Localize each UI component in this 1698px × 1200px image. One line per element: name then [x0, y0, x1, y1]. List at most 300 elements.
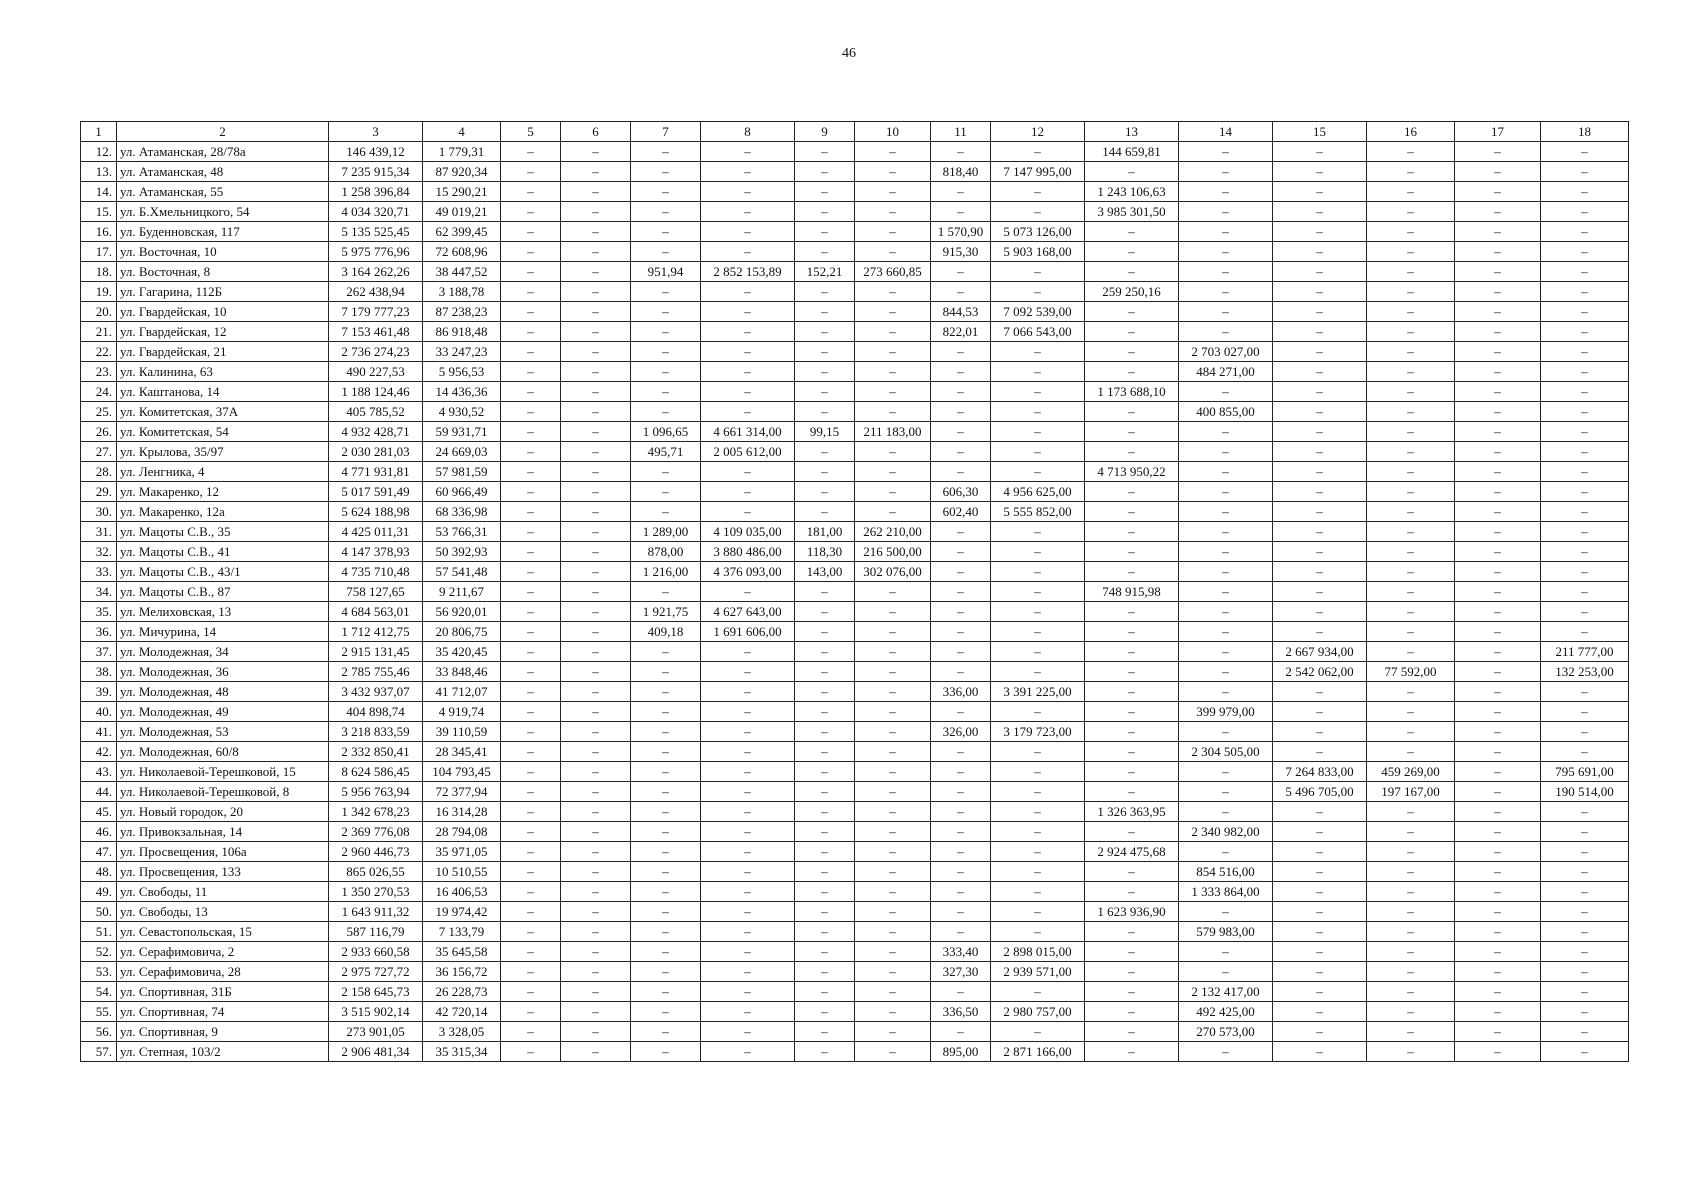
value-cell: 1 258 396,84 — [329, 182, 423, 202]
value-cell: – — [1273, 582, 1367, 602]
value-cell: – — [501, 602, 561, 622]
value-cell: 758 127,65 — [329, 582, 423, 602]
value-cell: – — [1179, 582, 1273, 602]
value-cell: – — [1085, 642, 1179, 662]
value-cell: – — [855, 142, 931, 162]
value-cell: – — [501, 582, 561, 602]
table-row — [81, 362, 1629, 382]
value-cell: 5 975 776,96 — [329, 242, 423, 262]
value-cell: 1 342 678,23 — [329, 802, 423, 822]
value-cell: – — [1085, 822, 1179, 842]
value-cell: – — [795, 622, 855, 642]
value-cell: 400 855,00 — [1179, 402, 1273, 422]
value-cell: – — [795, 442, 855, 462]
value-cell: – — [991, 342, 1085, 362]
value-cell: 748 915,98 — [1085, 582, 1179, 602]
value-cell: 1 712 412,75 — [329, 622, 423, 642]
value-cell: – — [1455, 522, 1541, 542]
value-cell: 270 573,00 — [1179, 1022, 1273, 1042]
value-cell: 10 510,55 — [423, 862, 501, 882]
value-cell: 3 179 723,00 — [991, 722, 1085, 742]
value-cell: – — [631, 362, 701, 382]
value-cell: – — [855, 622, 931, 642]
value-cell: 4 147 378,93 — [329, 542, 423, 562]
value-cell: – — [855, 722, 931, 742]
value-cell: – — [931, 902, 991, 922]
address-cell: ул. Просвещения, 106а — [117, 842, 329, 862]
value-cell: – — [1085, 602, 1179, 622]
value-cell: – — [991, 662, 1085, 682]
value-cell: – — [1179, 942, 1273, 962]
value-cell: – — [561, 882, 631, 902]
value-cell: – — [561, 182, 631, 202]
value-cell: – — [1085, 362, 1179, 382]
value-cell: 77 592,00 — [1367, 662, 1455, 682]
value-cell: – — [1085, 422, 1179, 442]
value-cell: 895,00 — [931, 1042, 991, 1062]
value-cell: – — [855, 402, 931, 422]
value-cell: – — [501, 902, 561, 922]
table-row — [81, 202, 1629, 222]
value-cell: 2 667 934,00 — [1273, 642, 1367, 662]
value-cell: – — [1455, 1042, 1541, 1062]
value-cell: – — [1085, 762, 1179, 782]
value-cell: 405 785,52 — [329, 402, 423, 422]
value-cell: – — [501, 502, 561, 522]
value-cell: – — [795, 202, 855, 222]
value-cell: – — [631, 242, 701, 262]
value-cell: – — [501, 222, 561, 242]
value-cell: – — [631, 902, 701, 922]
value-cell: – — [855, 442, 931, 462]
row-number-cell: 47. — [81, 842, 117, 862]
value-cell: – — [631, 662, 701, 682]
value-cell: – — [561, 1042, 631, 1062]
row-number-cell: 32. — [81, 542, 117, 562]
address-cell: ул. Спортивная, 9 — [117, 1022, 329, 1042]
row-number-cell: 43. — [81, 762, 117, 782]
table-row — [81, 562, 1629, 582]
value-cell: – — [931, 622, 991, 642]
value-cell: – — [501, 762, 561, 782]
value-cell: – — [1085, 702, 1179, 722]
value-cell: – — [561, 622, 631, 642]
value-cell: – — [1367, 222, 1455, 242]
value-cell: 7 264 833,00 — [1273, 762, 1367, 782]
value-cell: – — [1273, 322, 1367, 342]
value-cell: – — [991, 262, 1085, 282]
value-cell: – — [795, 722, 855, 742]
value-cell: 2 332 850,41 — [329, 742, 423, 762]
value-cell: – — [561, 682, 631, 702]
address-cell: ул. Спортивная, 74 — [117, 1002, 329, 1022]
value-cell: – — [1273, 462, 1367, 482]
value-cell: – — [991, 862, 1085, 882]
value-cell: 333,40 — [931, 942, 991, 962]
value-cell: – — [1455, 622, 1541, 642]
column-number: 6 — [561, 122, 631, 142]
value-cell: 1 188 124,46 — [329, 382, 423, 402]
address-cell: ул. Молодежная, 53 — [117, 722, 329, 742]
value-cell: 7 092 539,00 — [991, 302, 1085, 322]
value-cell: 5 073 126,00 — [991, 222, 1085, 242]
value-cell: – — [1541, 462, 1629, 482]
value-cell: – — [855, 182, 931, 202]
value-cell: – — [1085, 862, 1179, 882]
value-cell: – — [1273, 862, 1367, 882]
value-cell: – — [795, 662, 855, 682]
value-cell: 2 960 446,73 — [329, 842, 423, 862]
value-cell: – — [701, 962, 795, 982]
value-cell: – — [1367, 502, 1455, 522]
address-cell: ул. Буденновская, 117 — [117, 222, 329, 242]
value-cell: – — [1367, 382, 1455, 402]
table-row — [81, 902, 1629, 922]
column-number: 16 — [1367, 122, 1455, 142]
value-cell: 211 777,00 — [1541, 642, 1629, 662]
value-cell: 4 713 950,22 — [1085, 462, 1179, 482]
value-cell: – — [855, 802, 931, 822]
value-cell: – — [501, 342, 561, 362]
value-cell: – — [1273, 822, 1367, 842]
value-cell: – — [795, 602, 855, 622]
value-cell: 7 153 461,48 — [329, 322, 423, 342]
row-number-cell: 26. — [81, 422, 117, 442]
value-cell: 16 406,53 — [423, 882, 501, 902]
value-cell: – — [855, 742, 931, 762]
value-cell: – — [501, 462, 561, 482]
value-cell: – — [1273, 242, 1367, 262]
value-cell: – — [855, 162, 931, 182]
value-cell: – — [1179, 762, 1273, 782]
address-cell: ул. Просвещения, 133 — [117, 862, 329, 882]
value-cell: 1 779,31 — [423, 142, 501, 162]
value-cell: 2 924 475,68 — [1085, 842, 1179, 862]
value-cell: – — [1541, 882, 1629, 902]
value-cell: 1 570,90 — [931, 222, 991, 242]
value-cell: – — [795, 882, 855, 902]
table-row — [81, 942, 1629, 962]
table-row — [81, 742, 1629, 762]
value-cell: – — [701, 242, 795, 262]
value-cell: – — [795, 362, 855, 382]
address-cell: ул. Калинина, 63 — [117, 362, 329, 382]
value-cell: – — [631, 462, 701, 482]
row-number-cell: 27. — [81, 442, 117, 462]
value-cell: – — [1367, 1002, 1455, 1022]
value-cell: – — [1541, 162, 1629, 182]
value-cell: 62 399,45 — [423, 222, 501, 242]
value-cell: – — [1367, 482, 1455, 502]
value-cell: – — [855, 1002, 931, 1022]
table-row — [81, 302, 1629, 322]
value-cell: – — [931, 142, 991, 162]
value-cell: – — [1273, 502, 1367, 522]
value-cell: 5 624 188,98 — [329, 502, 423, 522]
value-cell: 3 164 262,26 — [329, 262, 423, 282]
value-cell: – — [701, 882, 795, 902]
value-cell: – — [1367, 422, 1455, 442]
value-cell: 273 660,85 — [855, 262, 931, 282]
value-cell: – — [1273, 1002, 1367, 1022]
value-cell: 5 135 525,45 — [329, 222, 423, 242]
value-cell: – — [1541, 542, 1629, 562]
value-cell: – — [1367, 622, 1455, 642]
value-cell: – — [795, 982, 855, 1002]
value-cell: – — [1541, 382, 1629, 402]
value-cell: – — [561, 1022, 631, 1042]
value-cell: – — [701, 862, 795, 882]
value-cell: – — [501, 562, 561, 582]
address-cell: ул. Восточная, 10 — [117, 242, 329, 262]
row-number-cell: 30. — [81, 502, 117, 522]
table-row — [81, 222, 1629, 242]
address-cell: ул. Николаевой-Терешковой, 15 — [117, 762, 329, 782]
value-cell: – — [1085, 502, 1179, 522]
value-cell: – — [1273, 982, 1367, 1002]
value-cell: – — [631, 842, 701, 862]
value-cell: – — [561, 782, 631, 802]
value-cell: – — [701, 742, 795, 762]
value-cell: – — [1367, 902, 1455, 922]
value-cell: – — [931, 202, 991, 222]
value-cell: – — [795, 642, 855, 662]
address-cell: ул. Атаманская, 48 — [117, 162, 329, 182]
value-cell: 2 980 757,00 — [991, 1002, 1085, 1022]
value-cell: – — [1273, 222, 1367, 242]
value-cell: – — [991, 622, 1085, 642]
address-cell: ул. Молодежная, 49 — [117, 702, 329, 722]
address-cell: ул. Атаманская, 28/78а — [117, 142, 329, 162]
value-cell: – — [1541, 982, 1629, 1002]
value-cell: 190 514,00 — [1541, 782, 1629, 802]
value-cell: – — [701, 362, 795, 382]
value-cell: – — [1273, 902, 1367, 922]
value-cell: – — [501, 142, 561, 162]
row-number-cell: 34. — [81, 582, 117, 602]
column-number: 7 — [631, 122, 701, 142]
value-cell: – — [631, 882, 701, 902]
value-cell: – — [1273, 342, 1367, 362]
value-cell: – — [1273, 802, 1367, 822]
value-cell: – — [1273, 302, 1367, 322]
value-cell: – — [1455, 922, 1541, 942]
value-cell: – — [795, 482, 855, 502]
value-cell: 4 771 931,81 — [329, 462, 423, 482]
value-cell: – — [931, 522, 991, 542]
value-cell: – — [1367, 442, 1455, 462]
value-cell: 1 096,65 — [631, 422, 701, 442]
value-cell: – — [1179, 382, 1273, 402]
value-cell: – — [1455, 182, 1541, 202]
value-cell: – — [1541, 502, 1629, 522]
value-cell: – — [701, 762, 795, 782]
value-cell: – — [855, 382, 931, 402]
value-cell: – — [855, 282, 931, 302]
table-row — [81, 182, 1629, 202]
value-cell: 492 425,00 — [1179, 1002, 1273, 1022]
value-cell: – — [1273, 622, 1367, 642]
value-cell: – — [1179, 202, 1273, 222]
value-cell: 2 304 505,00 — [1179, 742, 1273, 762]
value-cell: – — [795, 942, 855, 962]
value-cell: – — [1541, 282, 1629, 302]
address-cell: ул. Свободы, 13 — [117, 902, 329, 922]
value-cell: 87 920,34 — [423, 162, 501, 182]
column-number: 1 — [81, 122, 117, 142]
value-cell: – — [1455, 302, 1541, 322]
address-cell: ул. Молодежная, 36 — [117, 662, 329, 682]
value-cell: – — [701, 462, 795, 482]
value-cell: – — [1179, 322, 1273, 342]
value-cell: 4 930,52 — [423, 402, 501, 422]
value-cell: – — [1541, 182, 1629, 202]
value-cell: – — [991, 142, 1085, 162]
value-cell: – — [1541, 822, 1629, 842]
value-cell: – — [855, 882, 931, 902]
table-row — [81, 722, 1629, 742]
row-number-cell: 22. — [81, 342, 117, 362]
value-cell: – — [701, 902, 795, 922]
table-row — [81, 1022, 1629, 1042]
value-cell: – — [991, 802, 1085, 822]
value-cell: – — [501, 822, 561, 842]
value-cell: 2 132 417,00 — [1179, 982, 1273, 1002]
value-cell: – — [561, 362, 631, 382]
value-cell: – — [1455, 202, 1541, 222]
address-cell: ул. Мацоты С.В., 41 — [117, 542, 329, 562]
value-cell: – — [1273, 262, 1367, 282]
row-number-cell: 51. — [81, 922, 117, 942]
value-cell: 262 210,00 — [855, 522, 931, 542]
address-cell: ул. Гагарина, 112Б — [117, 282, 329, 302]
table-row — [81, 662, 1629, 682]
value-cell: – — [931, 742, 991, 762]
table-row — [81, 682, 1629, 702]
value-cell: – — [1273, 202, 1367, 222]
value-cell: 19 974,42 — [423, 902, 501, 922]
value-cell: – — [1367, 242, 1455, 262]
value-cell: 1 216,00 — [631, 562, 701, 582]
value-cell: – — [1273, 562, 1367, 582]
value-cell: – — [1455, 802, 1541, 822]
table-row — [81, 822, 1629, 842]
address-cell: ул. Серафимовича, 2 — [117, 942, 329, 962]
value-cell: – — [855, 862, 931, 882]
value-cell: – — [631, 1002, 701, 1022]
value-cell: – — [1273, 942, 1367, 962]
value-cell: – — [1179, 662, 1273, 682]
row-number-cell: 44. — [81, 782, 117, 802]
value-cell: – — [1179, 442, 1273, 462]
value-cell: – — [931, 582, 991, 602]
row-number-cell: 48. — [81, 862, 117, 882]
value-cell: 404 898,74 — [329, 702, 423, 722]
value-cell: 5 555 852,00 — [991, 502, 1085, 522]
value-cell: 4 627 643,00 — [701, 602, 795, 622]
value-cell: – — [1273, 522, 1367, 542]
value-cell: – — [1367, 822, 1455, 842]
value-cell: – — [561, 382, 631, 402]
address-cell: ул. Свободы, 11 — [117, 882, 329, 902]
value-cell: – — [1541, 802, 1629, 822]
table-row — [81, 782, 1629, 802]
value-cell: – — [931, 782, 991, 802]
value-cell: – — [991, 842, 1085, 862]
value-cell: – — [631, 342, 701, 362]
value-cell: 3 328,05 — [423, 1022, 501, 1042]
value-cell: – — [1367, 302, 1455, 322]
value-cell: 28 794,08 — [423, 822, 501, 842]
value-cell: – — [1541, 202, 1629, 222]
value-cell: – — [1085, 402, 1179, 422]
value-cell: – — [1179, 562, 1273, 582]
value-cell: – — [991, 282, 1085, 302]
column-number: 5 — [501, 122, 561, 142]
value-cell: – — [1455, 582, 1541, 602]
address-cell: ул. Гвардейская, 12 — [117, 322, 329, 342]
value-cell: – — [855, 482, 931, 502]
value-cell: 16 314,28 — [423, 802, 501, 822]
table-row — [81, 802, 1629, 822]
value-cell: – — [931, 1022, 991, 1042]
row-number-cell: 13. — [81, 162, 117, 182]
value-cell: – — [931, 342, 991, 362]
value-cell: – — [501, 642, 561, 662]
value-cell: – — [1541, 722, 1629, 742]
value-cell: – — [855, 922, 931, 942]
value-cell: 490 227,53 — [329, 362, 423, 382]
value-cell: – — [1541, 862, 1629, 882]
column-number: 17 — [1455, 122, 1541, 142]
value-cell: 4 684 563,01 — [329, 602, 423, 622]
value-cell: 854 516,00 — [1179, 862, 1273, 882]
value-cell: – — [1541, 522, 1629, 542]
value-cell: – — [561, 302, 631, 322]
address-cell: ул. Комитетская, 54 — [117, 422, 329, 442]
row-number-cell: 41. — [81, 722, 117, 742]
value-cell: – — [701, 662, 795, 682]
value-cell: – — [501, 262, 561, 282]
value-cell: – — [631, 782, 701, 802]
value-cell: – — [991, 1022, 1085, 1042]
value-cell: – — [795, 502, 855, 522]
row-number-cell: 24. — [81, 382, 117, 402]
value-cell: – — [1455, 462, 1541, 482]
value-cell: – — [1367, 462, 1455, 482]
value-cell: 3 432 937,07 — [329, 682, 423, 702]
table-row — [81, 442, 1629, 462]
row-number-cell: 23. — [81, 362, 117, 382]
value-cell: 1 243 106,63 — [1085, 182, 1179, 202]
value-cell: – — [1367, 602, 1455, 622]
value-cell: 56 920,01 — [423, 602, 501, 622]
column-number: 15 — [1273, 122, 1367, 142]
value-cell: 50 392,93 — [423, 542, 501, 562]
value-cell: – — [1273, 482, 1367, 502]
value-cell: – — [1367, 142, 1455, 162]
row-number-cell: 37. — [81, 642, 117, 662]
value-cell: – — [561, 642, 631, 662]
value-cell: 1 333 864,00 — [1179, 882, 1273, 902]
value-cell: – — [1541, 362, 1629, 382]
value-cell: 2 030 281,03 — [329, 442, 423, 462]
value-cell: 818,40 — [931, 162, 991, 182]
value-cell: 1 289,00 — [631, 522, 701, 542]
value-cell: 336,00 — [931, 682, 991, 702]
value-cell: – — [1273, 882, 1367, 902]
value-cell: – — [991, 882, 1085, 902]
